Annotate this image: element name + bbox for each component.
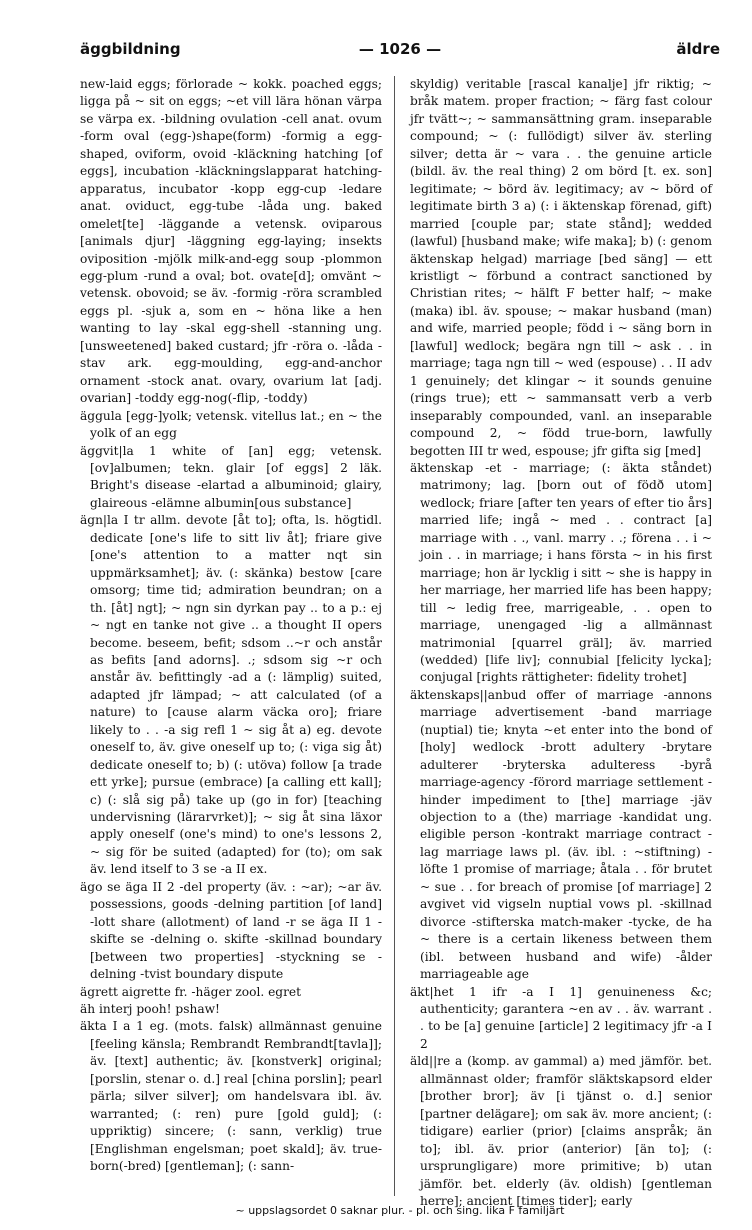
entry: äh interj pooh! pshaw!: [80, 1002, 220, 1017]
entry: new-laid eggs; förlorade ~ kokk. poached eggs; ligga på ~ sit on eggs; ~et vill lära hönan värpa se värpa ex. -bildning ovulation -cell anat. ovum -form oval (egg-)shape(form) -formig a egg-shaped, oviform, ovoid -kläckning hatching [of eggs], incubation -kläckningslapparat hatching-apparatus, incubator -kopp egg-cup -ledare anat. oviduct, egg-tube -låda ung. baked omelet[te] -läggande a vetensk. oviparous [animals djur] -läggning egg-laying; insekts oviposition -mjölk milk-and-egg soup -plommon egg-plum -rund a oval; bot. ovate[d]; omvänt ~ vetensk. obovoid; se äv. -formig -röra scrambled eggs pl. -sjuk a, som en ~ höna like a hen wanting to lay -skal egg-shell -stanning ung. [unsweetened] baked custard; jfr -röra o. -låda -stav ark. egg-moulding, egg-and-anchor ornament -stock anat. ovary, ovarium lat [adj. ovarian] -toddy egg-nog(-flip, -toddy): [80, 77, 382, 406]
column-divider: [394, 76, 395, 1196]
page-header: [80, 40, 720, 64]
entry: skyldig) veritable [rascal kanalje] jfr riktig; ~ bråk matem. proper fraction; ~ färg fast colour jfr tvätt~; ~ sammansättning gram. inseparable compound; ~ (: fullödigt) silver äv. sterling silver; detta är ~ vara . . the genuine article (bildl. äv. the real thing) 2 om börd [t. ex. son] legitimate; ~ börd äv. legitimacy; av ~ börd of legitimate birth 3 a) (: i äktenskap förenad, gift) married [couple par; state stånd]; wedded (lawful) [husband make; wife maka]; b) (: genom äktenskap helgad) marriage [bed säng] — ett kristligt ~ förbund a contract sanctioned by Christian rites; ~ hälft F better half; ~ make (maka) ibl. äv. spouse; ~ makar husband (man) and wife, married people; född i ~ säng born in [lawful] wedlock; begära ngn till ~ ask . . in marriage; taga ngn till ~ wed (espouse) . . II adv 1 genuinely; det klingar ~ it sounds genuine (rings true); ett ~ sammansatt verb a verb inseparably compounded, vanl. an inseparable compound 2, ~ född true-born, lawfully begotten III tr wed, espouse; jfr gifta sig [med]: [410, 77, 712, 458]
header-guide-word-left: äggbildning: [80, 40, 181, 58]
page-number: — 1026 —: [358, 40, 442, 58]
entry: äktenskaps||anbud offer of marriage -annons marriage advertisement -band marriage (nuptial) tie; knyta ~et enter into the bond of [holy] wedlock -brott adultery -brytare adulterer -bryterska adulteress -byrå marriage-agency -förord marriage settlement -hinder impediment to [the] marriage -jäv objection to a (the) marriage -kandidat ung. eligible person -kontrakt marriage contract -lag marriage laws pl. (äv. ibl. : ~stiftning) -löfte 1 promise of marriage; åtala . . för brutet ~ sue . . for breach of promise [of marriage] 2 avgivet vid vigseln nuptial vows pl. -skillnad divorce -stifterska match-maker -tycke, de ha ~ there is a certain likeness between them (ibl. between husband and wife) -ålder marriageable age: [410, 687, 712, 982]
entry: äktenskap -et - marriage; (: äkta ståndet) matrimony; lag. [born out of födð utom] wedlock; friare [after ten years of efter tio års] married life; ingå ~ med . . contract [a] marriage with . ., vanl. marry . .; förena . . i ~ join . . in marriage; i hans första ~ in his first marriage; hon är lycklig i sitt ~ she is happy in her marriage, her married life has been happy; till ~ ledig free, marrigeable, . . open to marriage, unengaged -lig a allmännast matrimonial [quarrel gräl]; äv. married (wedded) [life liv]; connubial [felicity lycka]; conjugal [rights rättigheter: fidelity trohet]: [410, 460, 712, 685]
entry: äggula [egg-]yolk; vetensk. vitellus lat.; en ~ the yolk of an egg: [80, 408, 382, 441]
entry: äld||re a (komp. av gammal) a) med jämför. bet. allmännast older; framför släktskapsord elder [brother bror]; äv [i tjänst o. d.] senior [partner delägare]; om sak äv. more ancient; (: tidigare) earlier (prior) [claims anspråk; än to]; ibl. äv. prior (anterior) [än to]; (: ursprungligare) more primitive; b) utan jämför. bet. elderly (äv. oldish) [gentleman herre]; ancient [times tider]; early: [410, 1054, 712, 1208]
entry: äkt|het 1 ifr -a I 1] genuineness &c; authenticity; garantera ~en av . . äv. warrant . . to be [a] genuine [article] 2 legitimacy jfr -a I 2: [410, 984, 712, 1051]
entry: ägrett aigrette fr. -häger zool. egret: [80, 984, 302, 999]
entry: äkta I a 1 eg. (mots. falsk) allmännast genuine [feeling känsla; Rembrandt Rembrandt[tavla]]; äv. [text] authentic; äv. [konstverk] original; [porslin, stenar o. d.] real [china porslin]; pearl pärla; silver silver]; om handelsvara ibl. äv. warranted; (: ren) pure [gold guld]; (: uppriktig) sincere; (: sann, verklig) true [Englishman engelsman; poet skald]; äv. true-born(-bred) [gentleman]; (: sann-: [80, 1019, 382, 1174]
entry: ägo se äga II 2 -del property (äv. : ~ar); ~ar äv. possessions, goods -delning partition [of land] -lott share (allotment) of land -r se äga II 1 -skifte se -delning o. skifte -skillnad boundary [between two properties] -styckning se -delning -tvist boundary dispute: [80, 879, 382, 982]
header-guide-word-right: äldre: [676, 40, 720, 58]
entry: äggvit|la 1 white of [an] egg; vetensk. [ov]albumen; tekn. glair [of eggs] 2 läk. Bright's disease -elartad a albuminoid; glairy, glaireous -elämne albumin[ous substance]: [80, 443, 382, 510]
right-column: [410, 76, 712, 1210]
entry: ägn|la I tr allm. devote [åt to]; ofta, ls. högtidl. dedicate [one's life to sitt liv åt]; friare give [one's attention to a matter nqt sin uppmärksamhet]; äv. (: skänka) bestow [care omsorg; time tid; admiration beundran; on a th. [åt] ngt]; ~ ngn sin dyrkan pay .. to a p.: ej ~ ngt en tanke not give .. a thought II opers become. beseem, befit; sdsom ..~r och anstår as befits [and adorns]. .; sdsom sig ~r och anstår äv. befittingly -ad a (: lämplig) suited, adapted jfr lämpad; ~ att calculated (of a nature) to [cause alarm väcka oro]; friare likely to . . -a sig refl 1 ~ sig åt a) eg. devote oneself to, äv. give oneself up to; (: viga sig åt) dedicate oneself to; b) (: utöva) follow [a trade ett yrke]; pursue (embrace) [a calling ett kall]; c) (: slå sig på) take up (go in for) [teaching undervisning (lärarvrket)]; ~ sig åt sina läxor apply oneself (one's mind) to one's lessons 2, ~ sig för be suited (adapted) for (to); om sak äv. lend itself to 3 se -a II ex.: [80, 513, 382, 877]
left-column: [80, 76, 382, 1176]
page-footer: ~ uppslagsordet 0 saknar plur. - pl. och sing. lika F familjärt: [235, 1204, 565, 1217]
